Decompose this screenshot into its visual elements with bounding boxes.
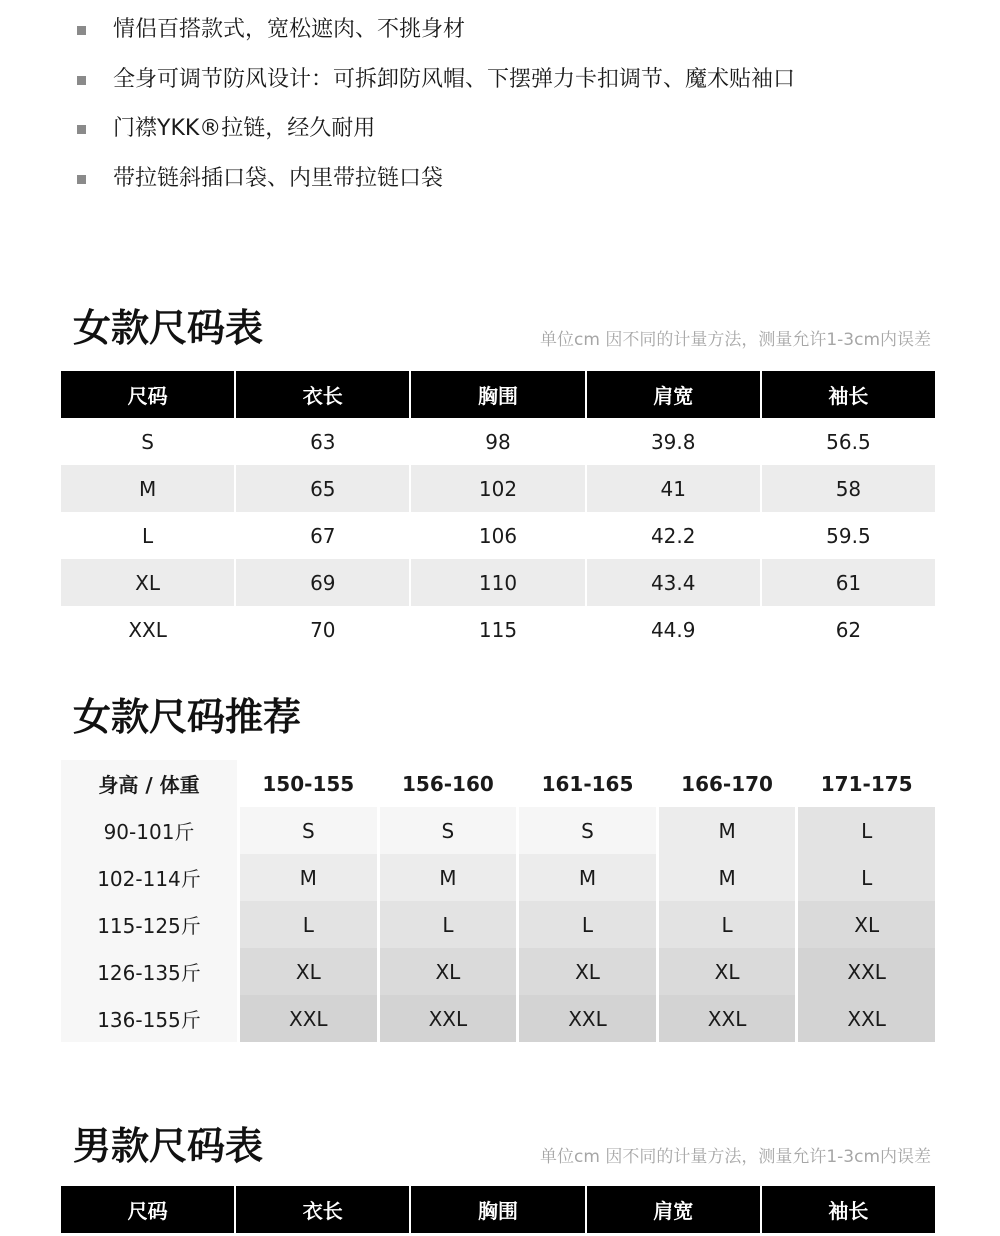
table-cell: S [141, 429, 154, 454]
size-cell: XXL [656, 995, 796, 1042]
size-cell: L [795, 807, 935, 854]
table-cell: 41 [585, 465, 760, 512]
table-cell: 58 [760, 465, 935, 512]
table-cell: XXL [128, 617, 167, 642]
table-header-cell: 衣长 [234, 371, 409, 418]
women-size-table [61, 371, 935, 653]
table-header-cell: 胸围 [409, 1186, 584, 1233]
table-cell: 65 [234, 465, 409, 512]
feature-text: 全身可调节防风设计：可拆卸防风帽、下摆弹力卡扣调节、魔术贴袖口 [113, 67, 796, 92]
men-size-table-note: 单位cm 因不同的计量方法，测量允许1-3cm内误差 [540, 1147, 931, 1167]
feature-item [0, 109, 1000, 149]
feature-text: 情侣百搭款式，宽松遮肉、不挑身材 [113, 17, 466, 42]
table-cell: M [61, 465, 234, 512]
size-cell: XL [795, 901, 935, 948]
table-cell: 56.5 [760, 418, 935, 465]
size-cell: M [237, 854, 377, 901]
table-row [61, 854, 935, 901]
bullet-icon [77, 175, 86, 184]
weight-cell: 136-155斤 [61, 995, 237, 1042]
size-cell: L [516, 901, 656, 948]
table-header-row [61, 1186, 935, 1233]
size-cell: XL [656, 948, 796, 995]
size-cell: XXL [516, 995, 656, 1042]
table-header-row [61, 760, 935, 807]
table-cell: 110 [409, 559, 584, 606]
size-cell: XXL [377, 995, 517, 1042]
height-header-cell: 171-175 [795, 760, 935, 807]
weight-cell: 90-101斤 [61, 807, 237, 854]
size-cell: M [377, 854, 517, 901]
table-cell: 62 [760, 606, 935, 653]
table-cell: 115 [409, 606, 584, 653]
height-header-cell: 166-170 [656, 760, 796, 807]
table-corner-cell: 身高 / 体重 [61, 760, 237, 807]
size-cell: S [237, 807, 377, 854]
size-cell: M [516, 854, 656, 901]
size-cell: XXL [795, 948, 935, 995]
table-cell: 42.2 [585, 512, 760, 559]
table-header-cell: 肩宽 [585, 371, 760, 418]
table-header-cell: 肩宽 [585, 1186, 760, 1233]
height-header-cell: 161-165 [516, 760, 656, 807]
table-row [61, 901, 935, 948]
table-cell: 59.5 [760, 512, 935, 559]
size-cell: XL [377, 948, 517, 995]
size-cell: XL [237, 948, 377, 995]
table-cell: 70 [234, 606, 409, 653]
size-cell: S [516, 807, 656, 854]
table-cell: 39.8 [585, 418, 760, 465]
table-row [61, 465, 935, 512]
weight-cell: 126-135斤 [61, 948, 237, 995]
table-cell: 63 [234, 418, 409, 465]
feature-text: 带拉链斜插口袋、内里带拉链口袋 [113, 166, 444, 191]
bullet-icon [77, 125, 86, 134]
weight-cell: 102-114斤 [61, 854, 237, 901]
feature-item [0, 60, 1000, 100]
table-cell: 98 [409, 418, 584, 465]
feature-text: 门襟YKK®拉链，经久耐用 [113, 116, 376, 141]
table-cell: 69 [234, 559, 409, 606]
size-cell: L [237, 901, 377, 948]
women-recommend-title: 女款尺码推荐 [73, 695, 302, 739]
table-cell: 61 [760, 559, 935, 606]
size-cell: L [656, 901, 796, 948]
feature-item [0, 159, 1000, 199]
table-cell: 43.4 [585, 559, 760, 606]
table-cell: 67 [234, 512, 409, 559]
table-cell: 44.9 [585, 606, 760, 653]
table-header-cell: 尺码 [61, 371, 234, 418]
table-row [61, 606, 935, 653]
table-header-cell: 胸围 [409, 371, 584, 418]
table-cell: 106 [409, 512, 584, 559]
table-row [61, 559, 935, 606]
size-cell: XXL [237, 995, 377, 1042]
size-cell: XXL [795, 995, 935, 1042]
table-header-cell: 尺码 [61, 1186, 234, 1233]
weight-cell: 115-125斤 [61, 901, 237, 948]
height-header-cell: 150-155 [237, 760, 377, 807]
table-header-row [61, 371, 935, 418]
table-cell: 102 [409, 465, 584, 512]
women-recommend-table [61, 760, 935, 1042]
men-size-table [61, 1186, 935, 1233]
table-row [61, 995, 935, 1042]
feature-item [0, 10, 1000, 50]
size-cell: M [656, 854, 796, 901]
table-row [61, 418, 935, 465]
table-cell: L [142, 523, 154, 548]
table-header-cell: 袖长 [760, 1186, 935, 1233]
size-cell: M [656, 807, 796, 854]
size-cell: L [377, 901, 517, 948]
height-header-cell: 156-160 [377, 760, 517, 807]
men-size-table-title: 男款尺码表 [73, 1124, 264, 1168]
women-size-table-note: 单位cm 因不同的计量方法，测量允许1-3cm内误差 [540, 330, 931, 350]
table-header-cell: 袖长 [760, 371, 935, 418]
table-header-cell: 衣长 [234, 1186, 409, 1233]
table-row [61, 807, 935, 854]
size-cell: XL [516, 948, 656, 995]
size-cell: S [377, 807, 517, 854]
table-row [61, 512, 935, 559]
table-row [61, 948, 935, 995]
women-size-table-title: 女款尺码表 [73, 306, 264, 350]
bullet-icon [77, 76, 86, 85]
size-cell: L [795, 854, 935, 901]
table-cell: XL [61, 559, 234, 606]
bullet-icon [77, 26, 86, 35]
